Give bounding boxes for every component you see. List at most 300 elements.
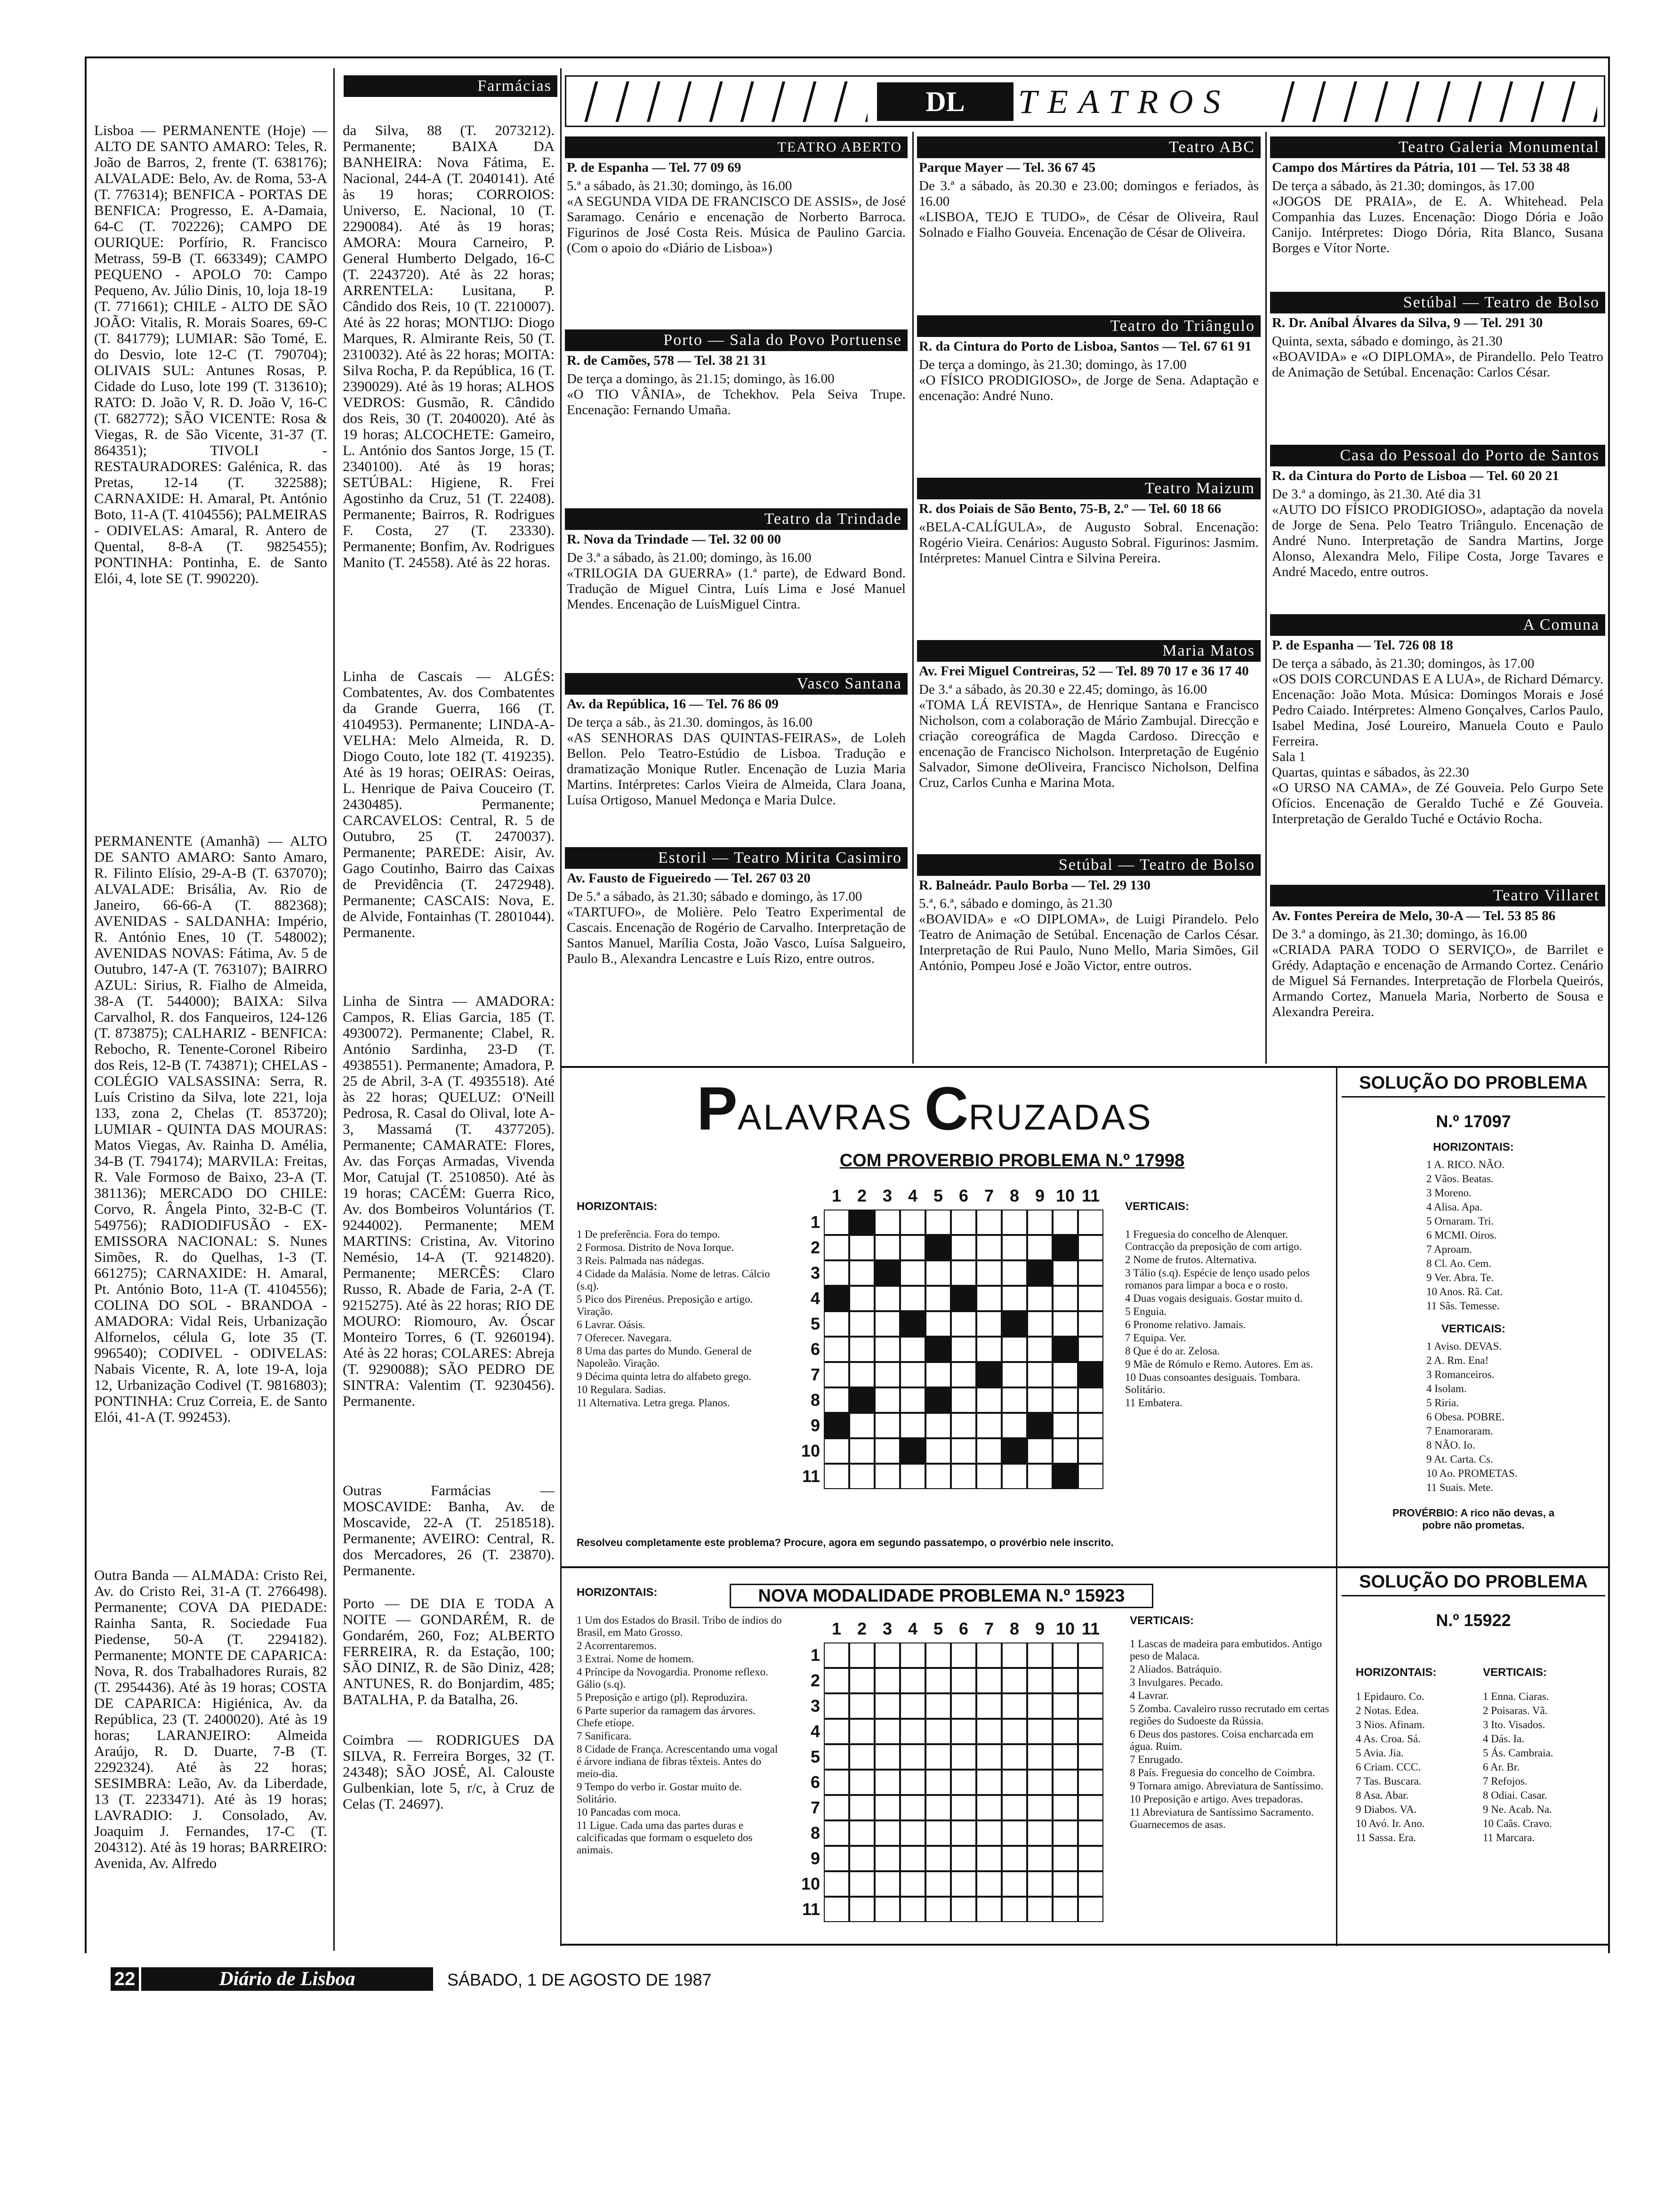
theatre-info: «BELA-CALÍGULA», de Augusto Sobral. Encenação: Rogério Vieira. Cenários: Augusto Sobral. Figurinos: Jasmim. Intérpretes: Manuel Cintra e Silvina Pereira. (919, 520, 1259, 566)
grid-cell[interactable] (824, 1210, 849, 1235)
grid-cell[interactable] (875, 1337, 900, 1362)
grid-cell[interactable] (925, 1413, 951, 1438)
grid-cell[interactable] (1078, 1337, 1103, 1362)
grid-cell[interactable] (1027, 1235, 1053, 1260)
grid-cell[interactable] (875, 1820, 900, 1846)
grid-cell[interactable] (900, 1643, 925, 1668)
grid-cell[interactable] (1027, 1643, 1053, 1668)
theatre-info: De terça a domingo, às 21.30; domingo, às 17.00 «O FÍSICO PRODIGIOSO», de Jorge de Sena. Adaptação e encenação: André Nuno. (919, 357, 1259, 403)
grid-cell[interactable] (951, 1744, 976, 1770)
grid-cell[interactable] (1027, 1820, 1053, 1846)
grid-cell[interactable] (925, 1438, 951, 1464)
grid-cell[interactable] (951, 1235, 976, 1260)
grid-cell[interactable] (900, 1438, 925, 1464)
grid-cell[interactable] (1027, 1311, 1053, 1337)
grid-cell[interactable] (1027, 1871, 1053, 1897)
grid-cell[interactable] (1002, 1744, 1027, 1770)
grid-cell[interactable] (849, 1311, 875, 1337)
grid-row-number: 9 (810, 1849, 820, 1868)
grid-cell[interactable] (875, 1464, 900, 1489)
grid-cell[interactable] (875, 1897, 900, 1922)
grid-cell[interactable] (900, 1846, 925, 1871)
theatre-address: Av. da República, 16 — Tel. 76 86 09 (567, 697, 779, 712)
grid-cell[interactable] (824, 1438, 849, 1464)
grid-cell[interactable] (976, 1770, 1002, 1795)
solution1-proverbio: PROVÉRBIO: A rico não devas, a pobre não prometas. (1392, 1507, 1555, 1531)
grid-cell[interactable] (1027, 1387, 1053, 1413)
grid-cell[interactable] (1002, 1770, 1027, 1795)
grid-cell[interactable] (900, 1897, 925, 1922)
grid-cell[interactable] (976, 1846, 1002, 1871)
grid-cell[interactable] (976, 1871, 1002, 1897)
grid-cell[interactable] (1002, 1210, 1027, 1235)
grid-cell[interactable] (976, 1362, 1002, 1387)
grid-cell[interactable] (1078, 1362, 1103, 1387)
grid-cell[interactable] (849, 1871, 875, 1897)
grid-cell[interactable] (951, 1260, 976, 1286)
solution2-number: N.º 15922 (1436, 1611, 1511, 1630)
grid-cell[interactable] (925, 1719, 951, 1744)
grid-cell[interactable] (849, 1770, 875, 1795)
grid-cell[interactable] (1002, 1311, 1027, 1337)
grid-cell[interactable] (900, 1820, 925, 1846)
grid-cell[interactable] (824, 1286, 849, 1311)
grid-cell[interactable] (1053, 1668, 1078, 1693)
grid-cell[interactable] (1078, 1235, 1103, 1260)
teatro-triangulo (917, 315, 1261, 471)
grid-cell[interactable] (1053, 1260, 1078, 1286)
grid-cell[interactable] (824, 1311, 849, 1337)
grid-cell[interactable] (824, 1362, 849, 1387)
grid-cell[interactable] (1002, 1668, 1027, 1693)
teatro-aberto (565, 136, 908, 315)
grid-cell[interactable] (824, 1871, 849, 1897)
grid-cell[interactable] (900, 1744, 925, 1770)
solution1-horizontais: 1 A. RICO. NÃO. 2 Vãos. Beatas. 3 Moreno. 4 Alisa. Apa. 5 Ornaram. Tri. 6 MCMI. Oiros. 7 Aproam. 8 Cl. Ao. Cem. 9 Ver. Abra. Te. 10 Anos. Rã. Cat. 11 Sãs. Temesse. (1426, 1159, 1505, 1312)
clue-item: 1 De preferência. Fora do tempo. (577, 1228, 720, 1240)
grid-cell[interactable] (1002, 1897, 1027, 1922)
grid-cell[interactable] (976, 1286, 1002, 1311)
teatros-banner (565, 75, 1605, 127)
clue-item: 8 Cidade de França. Acrescentando uma vogal é árvore indiana de fibras têxteis. Antes do meio-dia. (577, 1743, 778, 1779)
grid-cell[interactable] (1078, 1719, 1103, 1744)
crossword-top-rule (560, 1066, 1610, 1068)
grid-cell[interactable] (1078, 1871, 1103, 1897)
solution-divider (1336, 1066, 1337, 1946)
grid-cell[interactable] (849, 1693, 875, 1719)
grid-cell[interactable] (925, 1311, 951, 1337)
grid-cell[interactable] (925, 1871, 951, 1897)
grid-cell[interactable] (1078, 1387, 1103, 1413)
grid-cell[interactable] (1027, 1210, 1053, 1235)
grid-cell[interactable] (951, 1438, 976, 1464)
grid-cell[interactable] (925, 1464, 951, 1489)
grid-cell[interactable] (824, 1770, 849, 1795)
grid-cell[interactable] (875, 1668, 900, 1693)
grid-cell[interactable] (976, 1311, 1002, 1337)
grid-cell[interactable] (849, 1286, 875, 1311)
grid-cell[interactable] (900, 1871, 925, 1897)
grid-cell[interactable] (824, 1260, 849, 1286)
grid-cell[interactable] (900, 1362, 925, 1387)
grid-cell[interactable] (925, 1820, 951, 1846)
grid-col-number: 11 (1081, 1186, 1100, 1205)
grid-cell[interactable] (1053, 1693, 1078, 1719)
grid-cell[interactable] (1002, 1260, 1027, 1286)
teatro-abc (917, 136, 1261, 306)
grid-cell[interactable] (976, 1464, 1002, 1489)
grid-cell[interactable] (824, 1668, 849, 1693)
grid-cell[interactable] (824, 1413, 849, 1438)
title-letter-c: C (924, 1074, 969, 1143)
teatro-villaret (1270, 885, 1605, 1064)
grid-cell[interactable] (1002, 1846, 1027, 1871)
grid-cell[interactable] (1053, 1846, 1078, 1871)
solution1-vert-label: VERTICAIS: (1441, 1322, 1505, 1335)
crossword1-horizontais (577, 1228, 779, 1473)
grid-cell[interactable] (976, 1744, 1002, 1770)
grid-cell[interactable] (925, 1362, 951, 1387)
grid-col-number: 3 (882, 1186, 893, 1205)
grid-cell[interactable] (849, 1387, 875, 1413)
farmacias-coimbra: Coimbra — RODRIGUES DA SILVA, R. Ferreira Borges, 32 (T. 24348); SÃO JOSÉ, Al. Calouste Gulbenkian, lote 5, r/c, à Cruz de Celas (T. 24697). (343, 1731, 555, 1812)
grid-cell[interactable] (1078, 1693, 1103, 1719)
grid-cell[interactable] (951, 1668, 976, 1693)
grid-cell[interactable] (1078, 1643, 1103, 1668)
grid-cell[interactable] (925, 1286, 951, 1311)
grid-cell[interactable] (976, 1260, 1002, 1286)
grid-cell[interactable] (900, 1210, 925, 1235)
grid-cell[interactable] (951, 1897, 976, 1922)
grid-cell[interactable] (1002, 1643, 1027, 1668)
grid-cell[interactable] (1002, 1438, 1027, 1464)
grid-cell[interactable] (951, 1337, 976, 1362)
grid-cell[interactable] (951, 1311, 976, 1337)
grid-cell[interactable] (849, 1464, 875, 1489)
clue-item: 5 Pico dos Pirenéus. Preposição e artigo. Viração. (577, 1293, 753, 1317)
grid-cell[interactable] (875, 1286, 900, 1311)
grid-cell[interactable] (925, 1387, 951, 1413)
grid-cell[interactable] (875, 1643, 900, 1668)
grid-cell[interactable] (824, 1820, 849, 1846)
grid-cell[interactable] (849, 1897, 875, 1922)
grid-cell[interactable] (1053, 1362, 1078, 1387)
crossword1-grid-area (796, 1186, 1116, 1492)
grid-col-number: 5 (933, 1619, 943, 1638)
grid-cell[interactable] (1053, 1770, 1078, 1795)
farmacias-linha-cascais: Linha de Cascais — ALGÉS: Combatentes, Av. dos Combatentes da Grande Guerra, 166 (T. 4104953). Permanente; LINDA-A-VELHA: Melo Almeida, R. D. Diogo Couto, lote 182 (T. 419235). Até às 19 horas; OEIRAS: Oeiras, L. Henrique de Paiva Couceiro (T. 2430485). Permanente; CARCAVELOS: Central, R. 5 de Outubro, 25 (T. 2470037). Permanente; PAREDE: Aisir, Av. Gago Coutinho, Bairro das Caixas de Previdência (T. 2472948). Permanente; CASCAIS: Nova, E. de Alvide, Fontainhas (T. 2801044). Permanente. (343, 668, 555, 940)
grid-cell[interactable] (900, 1286, 925, 1311)
grid-cell[interactable] (1078, 1260, 1103, 1286)
grid-cell[interactable] (951, 1846, 976, 1871)
masthead: Diário de Lisboa (141, 1967, 433, 1991)
grid-cell[interactable] (875, 1260, 900, 1286)
grid-cell[interactable] (1027, 1897, 1053, 1922)
grid-cell[interactable] (1002, 1337, 1027, 1362)
grid-cell[interactable] (875, 1438, 900, 1464)
grid-cell[interactable] (1053, 1311, 1078, 1337)
grid-row-number: 6 (810, 1772, 820, 1792)
grid-cell[interactable] (849, 1846, 875, 1871)
grid-cell[interactable] (849, 1744, 875, 1770)
grid-cell[interactable] (1053, 1387, 1078, 1413)
grid-cell[interactable] (1078, 1897, 1103, 1922)
grid-cell[interactable] (900, 1719, 925, 1744)
grid-cell[interactable] (1053, 1413, 1078, 1438)
grid-cell[interactable] (900, 1795, 925, 1820)
grid-cell[interactable] (875, 1210, 900, 1235)
grid-cell[interactable] (976, 1337, 1002, 1362)
grid-cell[interactable] (900, 1260, 925, 1286)
grid-cell[interactable] (976, 1438, 1002, 1464)
grid-cell[interactable] (1053, 1464, 1078, 1489)
right-rule (1608, 56, 1610, 1953)
grid-cell[interactable] (900, 1235, 925, 1260)
grid-cell[interactable] (925, 1643, 951, 1668)
grid-cell[interactable] (951, 1795, 976, 1820)
grid-cell[interactable] (925, 1668, 951, 1693)
grid-cell[interactable] (951, 1820, 976, 1846)
grid-cell[interactable] (925, 1897, 951, 1922)
grid-cell[interactable] (849, 1820, 875, 1846)
grid-cell[interactable] (1027, 1438, 1053, 1464)
grid-cell[interactable] (900, 1311, 925, 1337)
grid-cell[interactable] (875, 1311, 900, 1337)
teatro-casa-pessoal (1270, 445, 1605, 609)
grid-cell[interactable] (1002, 1820, 1027, 1846)
clue-item: 6 Deus dos pastores. Coisa encharcada em água. Ruim. (1130, 1728, 1314, 1752)
grid-row-number: 10 (801, 1874, 820, 1893)
grid-cell[interactable] (1053, 1235, 1078, 1260)
grid-cell[interactable] (976, 1668, 1002, 1693)
theatre-address: R. dos Poiais de São Bento, 75-B, 2.º — Tel. 60 18 66 (919, 501, 1222, 516)
grid-row-number: 8 (810, 1390, 820, 1410)
grid-cell[interactable] (1053, 1820, 1078, 1846)
clue-item: 4 Príncipe da Novogardia. Pronome reflexo. Gálio (s.q). (577, 1666, 768, 1690)
grid-cell[interactable] (1053, 1643, 1078, 1668)
grid-cell[interactable] (976, 1820, 1002, 1846)
grid-cell[interactable] (951, 1210, 976, 1235)
grid-cell[interactable] (849, 1413, 875, 1438)
clue-item: 5 Preposição e artigo (pl). Reproduzira. (577, 1691, 748, 1703)
grid-cell[interactable] (951, 1413, 976, 1438)
grid-cell[interactable] (1027, 1260, 1053, 1286)
grid-cell[interactable] (1078, 1464, 1103, 1489)
theatre-info: 5.ª a sábado, às 21.30; domingo, às 16.00 «A SEGUNDA VIDA DE FRANCISCO DE ASSIS», de José Saramago. Cenário e encenação de Norberto Barroca. Figurinos de José Costa Reis. Música de Paulino Garcia. (Com o apoio do «Diário de Lisboa») (567, 178, 906, 256)
grid-cell[interactable] (976, 1693, 1002, 1719)
solution1-horiz-label: HORIZONTAIS: (1433, 1141, 1514, 1154)
theatre-info: De 3.ª a sábado, às 21.00; domingo, às 16.00 «TRILOGIA DA GUERRA» (1.ª parte), de Edward Bond. Tradução de Miguel Cintra, Luís Lima e José Manuel Mendes. Encenação de LuísMiguel Cintra. (567, 550, 906, 612)
top-rule (85, 56, 1610, 58)
grid-cell[interactable] (1053, 1795, 1078, 1820)
grid-cell[interactable] (1027, 1846, 1053, 1871)
grid-cell[interactable] (1002, 1871, 1027, 1897)
grid-cell[interactable] (925, 1260, 951, 1286)
grid-cell[interactable] (1053, 1210, 1078, 1235)
teatro-vasco-santana (565, 673, 908, 842)
grid-cell[interactable] (875, 1362, 900, 1387)
grid-cell[interactable] (1078, 1438, 1103, 1464)
grid-cell[interactable] (1078, 1820, 1103, 1846)
grid-cell[interactable] (1078, 1210, 1103, 1235)
grid-col-number: 9 (1035, 1619, 1045, 1638)
grid-cell[interactable] (951, 1362, 976, 1387)
grid-cell[interactable] (900, 1668, 925, 1693)
grid-cell[interactable] (900, 1387, 925, 1413)
grid-cell[interactable] (976, 1235, 1002, 1260)
grid-cell[interactable] (951, 1770, 976, 1795)
grid-cell[interactable] (1078, 1413, 1103, 1438)
grid-cell[interactable] (875, 1235, 900, 1260)
grid-cell[interactable] (1002, 1387, 1027, 1413)
grid-cell[interactable] (1002, 1795, 1027, 1820)
grid-cell[interactable] (1027, 1337, 1053, 1362)
grid-col-number: 4 (908, 1186, 918, 1205)
farmacias-lisboa-amanha: PERMANENTE (Amanhã) — ALTO DE SANTO AMARO: Santo Amaro, R. Filinto Elísio, 29-A-B (T. 637070); ALVALADE: Brisália, Av. Rio de Janeiro, 66-66-A (T. 882368); AVENIDAS - SALDANHA: Império, R. António Enes, 10 (T. 548002); AVENIDAS NOVAS: Fátima, Av. 5 de Outubro, 147-A (T. 763107); BAIRRO AZUL: Sirius, R. Fialho de Almeida, 38-A (T. 544000); BAIXA: Silva Carvalhol, R. dos Fanqueiros, 124-126 (T. 873875); CALHARIZ - BENFICA: Rebocho, R. Tenente-Coronel Ribeiro dos Reis, 12-B (T. 743871); CHELAS - COLÉGIO VALSASSINA: Serra, R. Luís Cristino da Silva, lote 221, loja 133, zona 2, Chelas (T. 853720); LUMIAR - QUINTA DAS MOURAS: Matos Viegas, Av. Rainha D. Amélia, 34-B (T. 794174); MARVILA: Freitas, R. Vale Formoso de Baixo, 23-A (T. 381136); MERCADO DO CHILE: Corvo, R. Ângela Pinto, 32-B-C (T. 549756); RADIODIFUSÃO - EX-EMISSORA NACIONAL: S. Nunes Simões, R. do Quelhas, 1-3 (T. 661275); CARNAXIDE: H. Amaral, Pt. António Boto, 11-A (T. 4104556); COLINA DO SOL - BRANDOA - AMADORA: Vidal Reis, Urbanização Alfornelos, célula G, lote 35 (T. 996540); CODIVEL - ODIVELAS: Nabais Vicente, R. A, lote 19-A, loja 12, Urbanização Codivel (T. 9816803); PONTINHA: Cruz Correia, E. de Santo Elói, 41-A (T. 992453). (94, 833, 327, 1425)
grid-cell[interactable] (824, 1387, 849, 1413)
grid-cell[interactable] (1078, 1795, 1103, 1820)
grid-cell[interactable] (849, 1643, 875, 1668)
grid-cell[interactable] (976, 1413, 1002, 1438)
grid-cell[interactable] (875, 1387, 900, 1413)
grid-cell[interactable] (900, 1770, 925, 1795)
grid-cell[interactable] (1027, 1744, 1053, 1770)
grid-cell[interactable] (925, 1795, 951, 1820)
grid-cell[interactable] (1078, 1668, 1103, 1693)
clue-item: 2 Formosa. Distrito de Nova Iorque. (577, 1242, 734, 1253)
grid-cell[interactable] (1027, 1464, 1053, 1489)
grid-cell[interactable] (824, 1693, 849, 1719)
grid-cell[interactable] (849, 1795, 875, 1820)
grid-cell[interactable] (849, 1362, 875, 1387)
grid-cell[interactable] (925, 1235, 951, 1260)
grid-cell[interactable] (1002, 1693, 1027, 1719)
grid-cell[interactable] (1027, 1693, 1053, 1719)
grid-cell[interactable] (1053, 1286, 1078, 1311)
grid-cell[interactable] (1053, 1897, 1078, 1922)
grid-cell[interactable] (976, 1795, 1002, 1820)
grid-cell[interactable] (951, 1464, 976, 1489)
grid-cell[interactable] (925, 1337, 951, 1362)
grid-cell[interactable] (1078, 1286, 1103, 1311)
grid-cell[interactable] (875, 1871, 900, 1897)
grid-cell[interactable] (824, 1846, 849, 1871)
grid-cell[interactable] (951, 1286, 976, 1311)
grid-cell[interactable] (1027, 1795, 1053, 1820)
grid-cell[interactable] (1002, 1362, 1027, 1387)
grid-cell[interactable] (849, 1337, 875, 1362)
grid-cell[interactable] (875, 1770, 900, 1795)
grid-cell[interactable] (925, 1744, 951, 1770)
grid-cell[interactable] (976, 1643, 1002, 1668)
grid-cell[interactable] (1027, 1668, 1053, 1693)
grid-cell[interactable] (951, 1693, 976, 1719)
grid-cell[interactable] (976, 1719, 1002, 1744)
clue-item: 7 Oferecer. Navegara. (577, 1332, 672, 1344)
grid-cell[interactable] (875, 1795, 900, 1820)
clue-item: 2 Nome de frutos. Alternativa. (1125, 1254, 1257, 1266)
grid-cell[interactable] (1002, 1719, 1027, 1744)
grid-cell[interactable] (849, 1235, 875, 1260)
grid-cell[interactable] (900, 1693, 925, 1719)
grid-cell[interactable] (849, 1210, 875, 1235)
banner-stripes-right (1272, 81, 1597, 122)
grid-cell[interactable] (925, 1846, 951, 1871)
solution1-number: N.º 17097 (1436, 1112, 1511, 1131)
grid-cell[interactable] (951, 1387, 976, 1413)
grid-cell[interactable] (824, 1235, 849, 1260)
crossword-left-rule (560, 1066, 562, 1946)
grid-cell[interactable] (849, 1719, 875, 1744)
grid-cell[interactable] (824, 1897, 849, 1922)
grid-cell[interactable] (875, 1846, 900, 1871)
grid-cell[interactable] (1078, 1770, 1103, 1795)
grid-cell[interactable] (1078, 1846, 1103, 1871)
grid-cell[interactable] (1002, 1286, 1027, 1311)
grid-cell[interactable] (1027, 1719, 1053, 1744)
grid-cell[interactable] (900, 1413, 925, 1438)
grid-cell[interactable] (900, 1464, 925, 1489)
farmacias-lisboa-hoje: Lisboa — PERMANENTE (Hoje) — ALTO DE SANTO AMARO: Teles, R. João de Barros, 2, frente (T. 638176); ALVALADE: Belo, Av. de Roma, 53-A (T. 776314); BENFICA - PORTAS DE BENFICA: Progresso, E. A-Damaia, 64-C (T. 702226); CAMPO DE OURIQUE: Porfírio, R. Francisco Metrass, 59-B (T. 663349); CAMPO PEQUENO - APOLO 70: Campo Pequeno, Av. Júlio Dinis, 10, loja 18-19 (T. 771661); CHILE - ALTO DE SÃO JOÃO: Vitalis, R. Morais Soares, 69-C (T. 841779); LUMIAR: São Tomé, E. do Desvio, lote 12-C (T. 790704); OLIVAIS SUL: Antunes Rosas, P. Cidade do Luso, lote 199 (T. 313610); RATO: D. João V, R. D. João V, 16-C (T. 682772); SÃO VICENTE: Rosa & Viegas, R. de São Vicente, 31-37 (T. 864351); TIVOLI - RESTAURADORES: Galénica, R. das Pretas, 12-14 (T. 322588); CARNAXIDE: H. Amaral, Pt. António Boto, 11-A (T. 4104556); PALMEIRAS - ODIVELAS: Amaral, R. Antero de Quental, 8-8-A (T. 9825455); PONTINHA: Pontinha, E. de Santo Elói, 4, lote SE (T. 990220). (94, 122, 327, 586)
grid-cell[interactable] (1027, 1413, 1053, 1438)
grid-cell[interactable] (1053, 1438, 1078, 1464)
grid-cell[interactable] (849, 1438, 875, 1464)
grid-cell[interactable] (1053, 1744, 1078, 1770)
grid-cell[interactable] (1053, 1871, 1078, 1897)
grid-cell[interactable] (875, 1693, 900, 1719)
grid-cell[interactable] (951, 1643, 976, 1668)
grid-cell[interactable] (976, 1387, 1002, 1413)
grid-cell[interactable] (875, 1744, 900, 1770)
theatre-address: Av. Fontes Pereira de Melo, 30-A — Tel. 53 85 86 (1272, 908, 1556, 923)
grid-cell[interactable] (824, 1643, 849, 1668)
grid-cell[interactable] (951, 1719, 976, 1744)
grid-cell[interactable] (1053, 1719, 1078, 1744)
crossword-mid-rule (560, 1566, 1610, 1568)
grid-cell[interactable] (925, 1770, 951, 1795)
grid-cell[interactable] (824, 1337, 849, 1362)
grid-cell[interactable] (1027, 1286, 1053, 1311)
grid-cell[interactable] (1002, 1464, 1027, 1489)
grid-cell[interactable] (1078, 1311, 1103, 1337)
solution2-verticais: 1 Enna. Ciaras. 2 Poisaras. Vã. 3 Ito. Visados. 4 Dás. Ia. 5 Ás. Cambraia. 6 Ar. Br. 7 Refojos. 8 Odiai. Casar. 9 Ne. Acab. Na. 10 Caãs. Cravo. 11 Marcara. (1483, 1691, 1553, 1843)
grid-cell[interactable] (849, 1260, 875, 1286)
teatro-trindade (565, 508, 908, 664)
clue-item: 3 Invulgares. Pecado. (1130, 1676, 1223, 1688)
grid-row-number: 8 (810, 1823, 820, 1843)
grid-cell[interactable] (976, 1210, 1002, 1235)
grid-cell[interactable] (824, 1464, 849, 1489)
grid-cell[interactable] (925, 1693, 951, 1719)
grid-cell[interactable] (824, 1795, 849, 1820)
grid-cell[interactable] (1053, 1337, 1078, 1362)
grid-cell[interactable] (849, 1668, 875, 1693)
grid-cell[interactable] (925, 1210, 951, 1235)
grid-row-number: 10 (801, 1441, 820, 1460)
grid-cell[interactable] (1002, 1235, 1027, 1260)
grid-cell[interactable] (976, 1897, 1002, 1922)
grid-cell[interactable] (951, 1871, 976, 1897)
grid-cell[interactable] (875, 1719, 900, 1744)
grid-cell[interactable] (824, 1719, 849, 1744)
grid-cell[interactable] (1002, 1413, 1027, 1438)
grid-cell[interactable] (824, 1744, 849, 1770)
grid-cell[interactable] (875, 1413, 900, 1438)
grid-cell[interactable] (1027, 1362, 1053, 1387)
grid-cell[interactable] (900, 1337, 925, 1362)
grid-cell[interactable] (1027, 1770, 1053, 1795)
grid-cell[interactable] (1078, 1744, 1103, 1770)
